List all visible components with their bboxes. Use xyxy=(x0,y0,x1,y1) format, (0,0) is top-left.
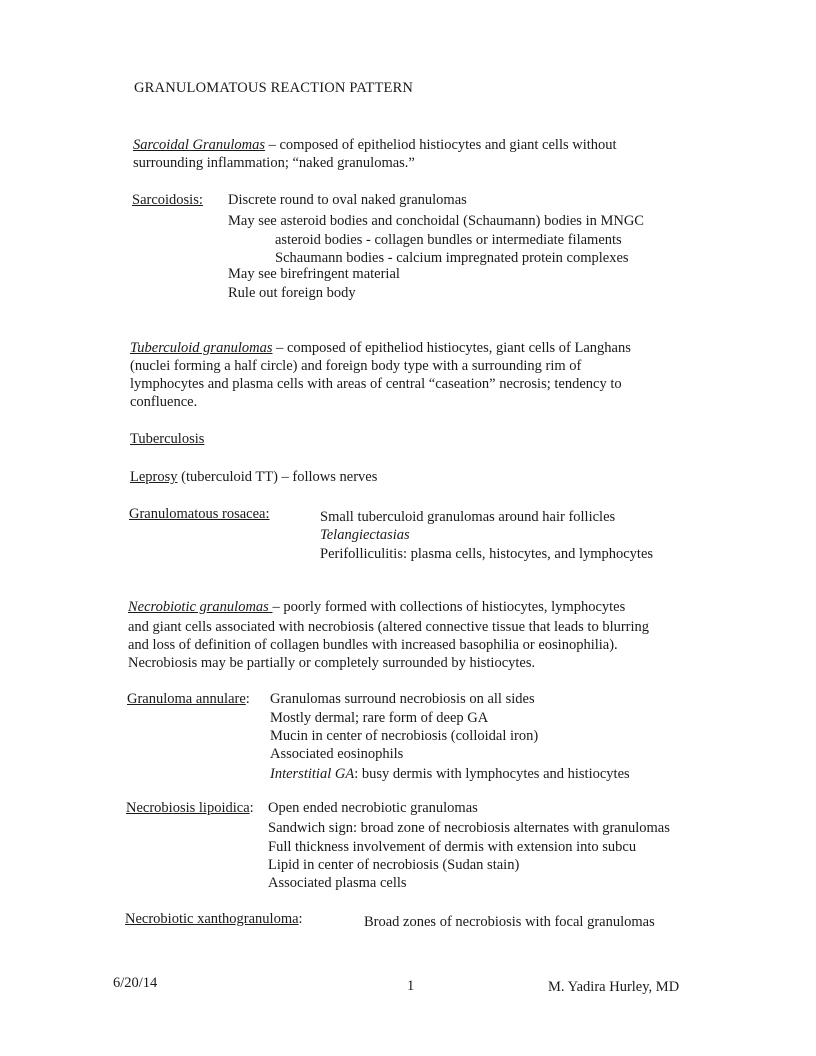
rosacea-label: Granulomatous rosacea: xyxy=(129,506,270,522)
ga-item: Mucin in center of necrobiosis (colloidal iron) xyxy=(270,728,539,744)
necrobiotic-intro-line: and giant cells associated with necrobiosis (altered connective tissue that leads to blurring xyxy=(128,619,650,635)
nl-item: Lipid in center of necrobiosis (Sudan stain) xyxy=(268,857,520,873)
necrobiotic-intro-text: – poorly formed with collections of histiocytes, lymphocytes xyxy=(272,599,626,615)
tuberculoid-heading: Tuberculoid granulomas xyxy=(130,340,273,356)
footer-date: 6/20/14 xyxy=(113,975,158,991)
sarcoidosis-item: Rule out foreign body xyxy=(228,285,356,301)
page-title: GRANULOMATOUS REACTION PATTERN xyxy=(134,80,414,96)
nl-label: Necrobiosis lipoidica xyxy=(126,800,250,816)
interstitial-ga-label: Interstitial GA xyxy=(270,766,355,782)
rosacea-item: Telangiectasias xyxy=(320,527,410,543)
sarcoidal-intro-text: – composed of epitheliod histiocytes and giant cells without xyxy=(264,137,617,153)
nxg-label: Necrobiotic xanthogranuloma xyxy=(125,911,299,927)
ga-item: Mostly dermal; rare form of deep GA xyxy=(270,710,489,726)
tuberculoid-intro-text: – composed of epitheliod histiocytes, giant cells of Langhans xyxy=(272,340,631,356)
nl-item: Sandwich sign: broad zone of necrobiosis alternates with granulomas xyxy=(268,820,670,836)
tuberculosis-label: Tuberculosis xyxy=(130,431,205,447)
sarcoidal-intro-line-2: surrounding inflammation; “naked granulomas.” xyxy=(133,155,415,171)
nl-item: Associated plasma cells xyxy=(268,875,407,891)
ga-interstitial-line xyxy=(270,765,630,783)
nxg-colon: : xyxy=(298,911,303,927)
sarcoidosis-item: Discrete round to oval naked granulomas xyxy=(228,192,467,208)
necrobiotic-intro-line-1 xyxy=(128,598,625,616)
footer-page-number: 1 xyxy=(407,978,415,994)
sarcoidal-heading: Sarcoidal Granulomas xyxy=(133,137,265,153)
interstitial-ga-text: : busy dermis with lymphocytes and histiocytes xyxy=(354,766,630,782)
tuberculoid-intro-line: confluence. xyxy=(130,394,198,410)
ga-item: Granulomas surround necrobiosis on all sides xyxy=(270,691,535,707)
ga-item: Associated eosinophils xyxy=(270,746,404,762)
necrobiotic-intro-line: and loss of definition of collagen bundles with increased basophilia or eosinophilia). xyxy=(128,637,618,653)
nl-label-line xyxy=(126,799,254,817)
sarcoidosis-item: May see asteroid bodies and conchoidal (Schaumann) bodies in MNGC xyxy=(228,213,644,229)
sarcoidosis-subitem: Schaumann bodies - calcium impregnated protein complexes xyxy=(275,250,629,266)
rosacea-item: Perifolliculitis: plasma cells, histocytes, and lymphocytes xyxy=(320,546,654,562)
ga-colon: : xyxy=(245,691,250,707)
leprosy-label: Leprosy xyxy=(130,469,178,485)
sarcoidosis-label: Sarcoidosis: xyxy=(132,192,203,208)
necrobiotic-intro-line: Necrobiosis may be partially or completely surrounded by histiocytes. xyxy=(128,655,536,671)
tuberculoid-intro-line-1 xyxy=(130,339,631,357)
leprosy-text: (tuberculoid TT) – follows nerves xyxy=(177,469,378,485)
sarcoidal-intro-line-1 xyxy=(133,136,617,154)
nxg-text: Broad zones of necrobiosis with focal granulomas xyxy=(364,914,655,930)
rosacea-item: Small tuberculoid granulomas around hair follicles xyxy=(320,509,616,525)
footer-author: M. Yadira Hurley, MD xyxy=(548,979,680,995)
leprosy-line xyxy=(130,468,377,486)
tuberculoid-intro-line: lymphocytes and plasma cells with areas of central “caseation” necrosis; tendency to xyxy=(130,376,622,392)
necrobiotic-heading: Necrobiotic granulomas xyxy=(128,599,273,615)
nl-colon: : xyxy=(249,800,254,816)
nxg-label-line xyxy=(125,910,303,928)
ga-label-line xyxy=(127,690,250,708)
ga-label: Granuloma annulare xyxy=(127,691,246,707)
sarcoidosis-subitem: asteroid bodies - collagen bundles or intermediate filaments xyxy=(275,232,622,248)
tuberculoid-intro-line: (nuclei forming a half circle) and foreign body type with a surrounding rim of xyxy=(130,358,582,374)
nl-item: Full thickness involvement of dermis with extension into subcu xyxy=(268,839,637,855)
sarcoidosis-item: May see birefringent material xyxy=(228,266,400,282)
nl-item: Open ended necrobiotic granulomas xyxy=(268,800,478,816)
